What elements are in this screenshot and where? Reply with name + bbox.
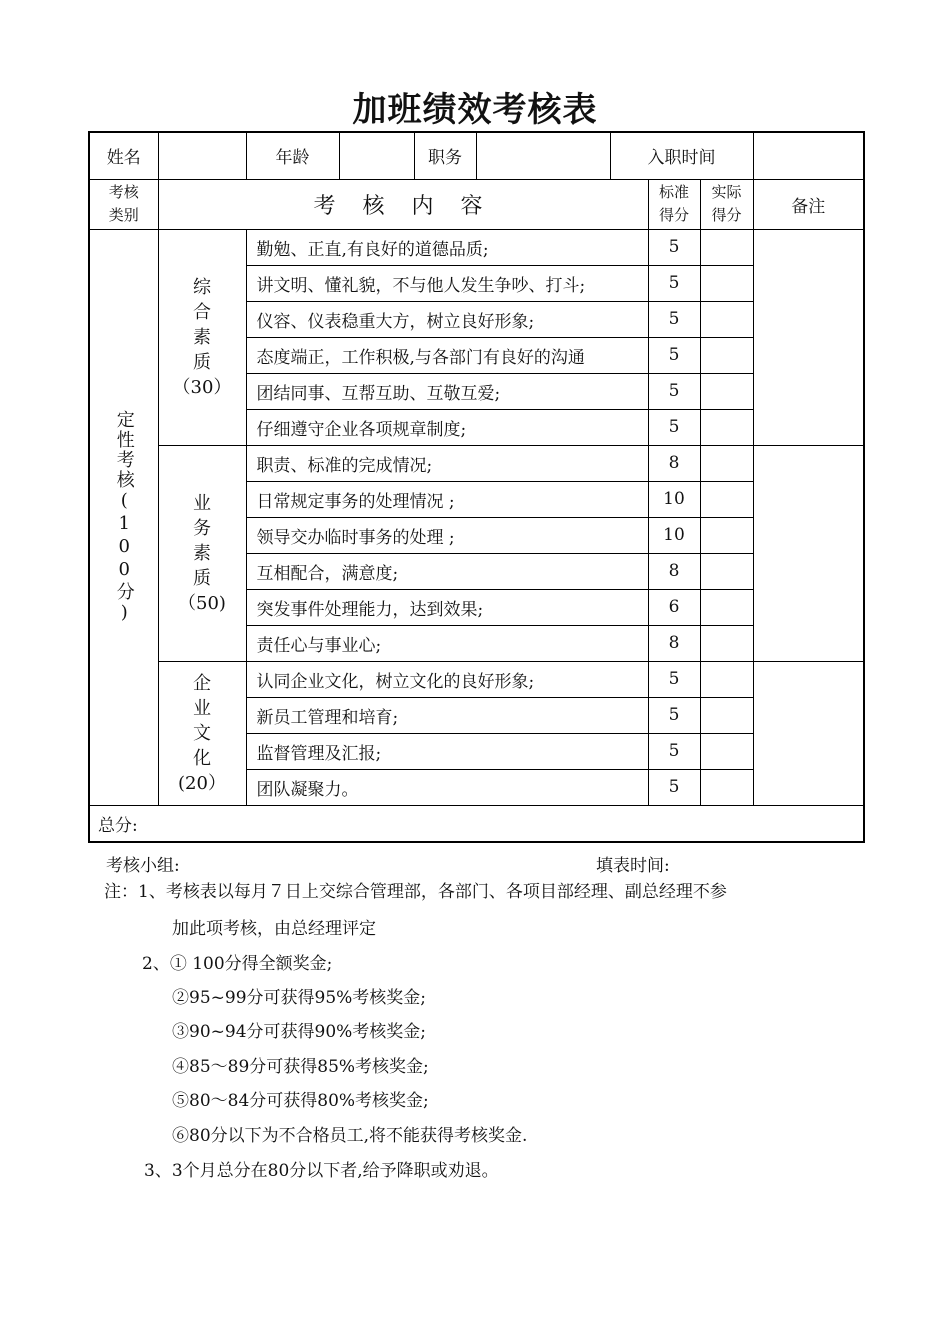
age-label: 年龄 xyxy=(246,132,339,179)
total-label: 总分: xyxy=(89,805,864,842)
standard-score: 5 xyxy=(648,265,700,301)
actual-score-field[interactable] xyxy=(700,481,753,517)
standard-score: 5 xyxy=(648,733,700,769)
category-header-line1: 考核 xyxy=(108,183,139,201)
standard-score: 10 xyxy=(648,517,700,553)
section-2-char: 务 xyxy=(193,517,211,539)
table-row xyxy=(89,445,864,481)
page-title: 加班绩效考核表 xyxy=(352,90,598,130)
standard-score: 10 xyxy=(648,481,700,517)
header-row xyxy=(89,179,864,229)
standard-score: 5 xyxy=(648,661,700,697)
actual-score-field[interactable] xyxy=(700,337,753,373)
actual-score-field[interactable] xyxy=(700,229,753,265)
main-category-cell xyxy=(89,229,158,805)
item-text: 新员工管理和培育; xyxy=(246,697,648,733)
note-line: 3、3个月总分在80分以下者,给予降职或劝退。 xyxy=(144,1161,499,1181)
note-line: 注：1、考核表以每月７日上交综合管理部，各部门、各项目部经理、副总经理不参 xyxy=(104,882,727,902)
standard-score: 5 xyxy=(648,769,700,805)
actual-score-field[interactable] xyxy=(700,409,753,445)
standard-score: 5 xyxy=(648,229,700,265)
remarks-header: 备注 xyxy=(753,179,864,229)
actual-score-field[interactable] xyxy=(700,625,753,661)
section-2-char: 质 xyxy=(193,567,211,589)
item-text: 责任心与事业心; xyxy=(246,625,648,661)
note-line: 2、① 100分得全额奖金; xyxy=(142,954,333,974)
remarks-field[interactable] xyxy=(753,229,864,445)
section-2-char: 素 xyxy=(193,542,211,564)
standard-score-header xyxy=(648,179,700,229)
actual-score-field[interactable] xyxy=(700,661,753,697)
name-label: 姓名 xyxy=(89,132,158,179)
actual-score-field[interactable] xyxy=(700,733,753,769)
standard-score: 5 xyxy=(648,337,700,373)
item-text: 团结同事、互帮互助、互敬互爱; xyxy=(246,373,648,409)
remarks-field[interactable] xyxy=(753,661,864,805)
item-text: 讲文明、懂礼貌，不与他人发生争吵、打斗; xyxy=(246,265,648,301)
actual-score-field[interactable] xyxy=(700,769,753,805)
standard-line2: 得分 xyxy=(658,206,689,224)
item-text: 团队凝聚力。 xyxy=(246,769,648,805)
standard-score: 5 xyxy=(648,301,700,337)
standard-score: 8 xyxy=(648,445,700,481)
total-row xyxy=(89,805,864,842)
item-text: 认同企业文化，树立文化的良好形象; xyxy=(246,661,648,697)
note-line: ④85～89分可获得85%考核奖金; xyxy=(172,1057,429,1077)
actual-score-field[interactable] xyxy=(700,373,753,409)
actual-score-field[interactable] xyxy=(700,301,753,337)
actual-line2: 得分 xyxy=(711,206,742,224)
hire-date-label: 入职时间 xyxy=(610,132,753,179)
note-line: ②95~99分可获得95%考核奖金; xyxy=(172,988,427,1008)
note-line: ⑥80分以下为不合格员工,将不能获得考核奖金. xyxy=(172,1126,528,1146)
note-line: 加此项考核，由总经理评定 xyxy=(172,919,376,939)
appraisal-table xyxy=(88,131,865,843)
position-field[interactable] xyxy=(476,132,610,179)
item-text: 监督管理及汇报; xyxy=(246,733,648,769)
item-text: 仪容、仪表稳重大方，树立良好形象; xyxy=(246,301,648,337)
section-3-char: (20） xyxy=(178,772,226,794)
actual-score-field[interactable] xyxy=(700,553,753,589)
item-text: 日常规定事务的处理情况 ; xyxy=(246,481,648,517)
section-1-char: 合 xyxy=(193,301,211,323)
item-text: 职责、标准的完成情况; xyxy=(246,445,648,481)
standard-line1: 标准 xyxy=(658,183,689,201)
standard-score: 5 xyxy=(648,409,700,445)
note-line: ⑤80～84分可获得80%考核奖金; xyxy=(172,1091,429,1111)
item-text: 突发事件处理能力，达到效果; xyxy=(246,589,648,625)
review-group-label: 考核小组: xyxy=(106,856,180,876)
actual-score-field[interactable] xyxy=(700,445,753,481)
category-header-line2: 类别 xyxy=(108,206,139,224)
section-2-char: （50) xyxy=(178,592,226,614)
content-header: 考 核 内 容 xyxy=(158,179,648,229)
note-line: ③90~94分可获得90%考核奖金; xyxy=(172,1022,427,1042)
actual-score-field[interactable] xyxy=(700,517,753,553)
hire-date-field[interactable] xyxy=(753,132,864,179)
section-3-char: 化 xyxy=(193,747,211,769)
position-label: 职务 xyxy=(414,132,476,179)
name-field[interactable] xyxy=(158,132,246,179)
section-1-char: 质 xyxy=(193,351,211,373)
standard-score: 5 xyxy=(648,697,700,733)
category-header xyxy=(89,179,158,229)
section-1-char: 综 xyxy=(193,276,211,298)
section-2-char: 业 xyxy=(193,492,211,514)
fill-time-label: 填表时间: xyxy=(596,856,670,876)
item-text: 领导交办临时事务的处理 ; xyxy=(246,517,648,553)
actual-score-field[interactable] xyxy=(700,697,753,733)
age-field[interactable] xyxy=(339,132,414,179)
actual-score-header xyxy=(700,179,753,229)
section-3-label xyxy=(158,661,246,805)
standard-score: 6 xyxy=(648,589,700,625)
main-category-label: 定性考核(100分) xyxy=(113,409,135,625)
item-text: 互相配合，满意度; xyxy=(246,553,648,589)
standard-score: 5 xyxy=(648,373,700,409)
item-text: 态度端正，工作积极,与各部门有良好的沟通 xyxy=(246,337,648,373)
section-3-char: 业 xyxy=(193,697,211,719)
section-1-char: 素 xyxy=(193,326,211,348)
section-1-label xyxy=(158,229,246,445)
standard-score: 8 xyxy=(648,553,700,589)
actual-score-field[interactable] xyxy=(700,589,753,625)
table-row xyxy=(89,661,864,697)
actual-line1: 实际 xyxy=(711,183,742,201)
section-2-label xyxy=(158,445,246,661)
section-3-char: 文 xyxy=(193,722,211,744)
info-row xyxy=(89,132,864,179)
item-text: 勤勉、正直,有良好的道德品质; xyxy=(246,229,648,265)
section-1-char: （30） xyxy=(172,376,232,398)
item-text: 仔细遵守企业各项规章制度; xyxy=(246,409,648,445)
section-3-char: 企 xyxy=(193,672,211,694)
remarks-field[interactable] xyxy=(753,445,864,661)
standard-score: 8 xyxy=(648,625,700,661)
actual-score-field[interactable] xyxy=(700,265,753,301)
table-row xyxy=(89,229,864,265)
